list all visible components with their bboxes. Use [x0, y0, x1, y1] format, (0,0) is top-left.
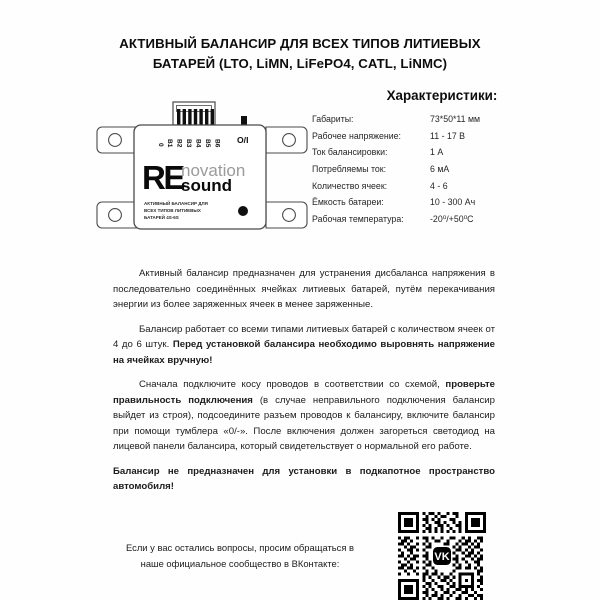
- spec-value: 10 - 300 Ач: [430, 197, 476, 208]
- spec-label: Ёмкость батареи:: [312, 197, 384, 208]
- svg-text:БАТАРЕЙ 4S-6S: БАТАРЕЙ 4S-6S: [144, 215, 179, 220]
- svg-text:VK: VK: [434, 551, 450, 564]
- mounting-ear-right-top: [266, 127, 307, 153]
- mounting-ear-right-bottom: [266, 202, 307, 228]
- svg-text:RE: RE: [142, 159, 183, 196]
- led-indicator: [238, 206, 248, 216]
- spec-label: Габариты:: [312, 114, 354, 124]
- spec-value: 6 мА: [430, 164, 450, 175]
- spec-value: -20⁰/+50⁰С: [430, 214, 474, 225]
- footer-line-2: наше официальное сообщество в ВКонтакте:: [140, 558, 340, 570]
- spec-value: 4 - 6: [430, 180, 448, 191]
- paragraph-connection-emphasis: проверьте правильность подключения: [113, 379, 495, 406]
- spec-row: [312, 213, 594, 226]
- connector-header: [173, 102, 215, 125]
- pin-label-0: 0: [157, 143, 164, 147]
- mounting-ear-left-top: [97, 127, 138, 153]
- paragraph-connection-end: (в случае неправильного подключения балансир выйдет из строя), подсоедините разъем проводов к балансиру, включите балансир при помощи тумблера «0/-». После включения должен загореться светодиод на лицевой панели балансира, который свидетельствует о нормальной его работе.: [113, 394, 495, 453]
- paragraph-cells: [113, 322, 495, 369]
- spec-row: [312, 180, 594, 193]
- page-title: [100, 34, 500, 75]
- body-copy: [113, 266, 495, 495]
- paragraph-intro: Активный балансир предназначен для устранения дисбаланса напряжения в последовательно соединённых ячейках литиевых батарей, путём перекачивания энергии из более заряженных ячеек в менее заряженные.: [113, 268, 495, 311]
- spec-value: 73*50*11 мм: [430, 114, 481, 124]
- svg-text:sound: sound: [181, 176, 232, 195]
- page-title-line-2: БАТАРЕЙ (LTO, LiMN, LiFePO4, CATL, LiNMC): [152, 56, 448, 72]
- svg-text:АКТИВНЫЙ БАЛАНСИР ДЛЯ: АКТИВНЫЙ БАЛАНСИР ДЛЯ: [144, 201, 208, 206]
- spec-row: [312, 196, 594, 209]
- spec-label: Рабочая температура:: [312, 214, 404, 225]
- brand-logo: [142, 159, 245, 196]
- power-switch-nub: [241, 116, 247, 125]
- spec-row: [312, 163, 594, 176]
- paragraph-cells-plain: Балансир работает со всеми типами литиевых батарей с количеством ячеек от 4 до 6 штук.: [113, 323, 495, 351]
- pin-label-b6: B6: [213, 139, 221, 148]
- vk-logo-icon: [431, 545, 452, 566]
- specifications-heading: Характеристики:: [386, 88, 498, 103]
- paragraph-cells-warning: Перед установкой балансира необходимо выровнять напряжение на ячейках вручную!: [113, 339, 496, 366]
- svg-text:novation: novation: [181, 161, 246, 180]
- spec-label: Потребляемы ток:: [312, 164, 387, 175]
- spec-label: Ток балансировки:: [312, 147, 388, 158]
- page-title-line-1: АКТИВНЫЙ БАЛАНСИР ДЛЯ ВСЕХ ТИПОВ ЛИТИЕВЫХ: [119, 36, 481, 51]
- mounting-ear-left-bottom: [97, 202, 138, 228]
- spec-row: [312, 146, 594, 159]
- pin-label-b3: B3: [185, 139, 192, 148]
- spec-value: 1 А: [430, 147, 444, 158]
- spec-label: Количество ячеек:: [312, 180, 388, 191]
- specifications-block: [312, 88, 594, 230]
- switch-label: O/I: [237, 135, 249, 145]
- qr-code-vk[interactable]: [398, 512, 486, 600]
- pin-label-b4: B4: [194, 139, 202, 148]
- svg-text:ВСЕХ ТИПОВ ЛИТИЕВЫХ: ВСЕХ ТИПОВ ЛИТИЕВЫХ: [144, 208, 201, 213]
- spec-label: Рабочее напряжение:: [312, 130, 401, 141]
- paragraph-warning-engine-bay: Балансир не предназначен для установки в подкапотное пространство автомобиля!: [113, 465, 495, 493]
- pin-label-b5: B5: [204, 139, 211, 148]
- spec-value: 11 - 17 В: [430, 130, 466, 141]
- pin-label-b2: B2: [175, 139, 183, 148]
- product-illustration: [96, 96, 308, 256]
- paragraph-connection-start: Сначала подключите косу проводов в соответствии со схемой,: [139, 379, 446, 391]
- spec-row: [312, 130, 594, 143]
- pin-label-b1: B1: [166, 139, 173, 148]
- footer-contact-text: [100, 540, 380, 573]
- spec-row: [312, 113, 594, 126]
- paragraph-connection: [113, 377, 495, 455]
- footer-line-1: Если у вас остались вопросы, просим обращаться в: [126, 542, 354, 553]
